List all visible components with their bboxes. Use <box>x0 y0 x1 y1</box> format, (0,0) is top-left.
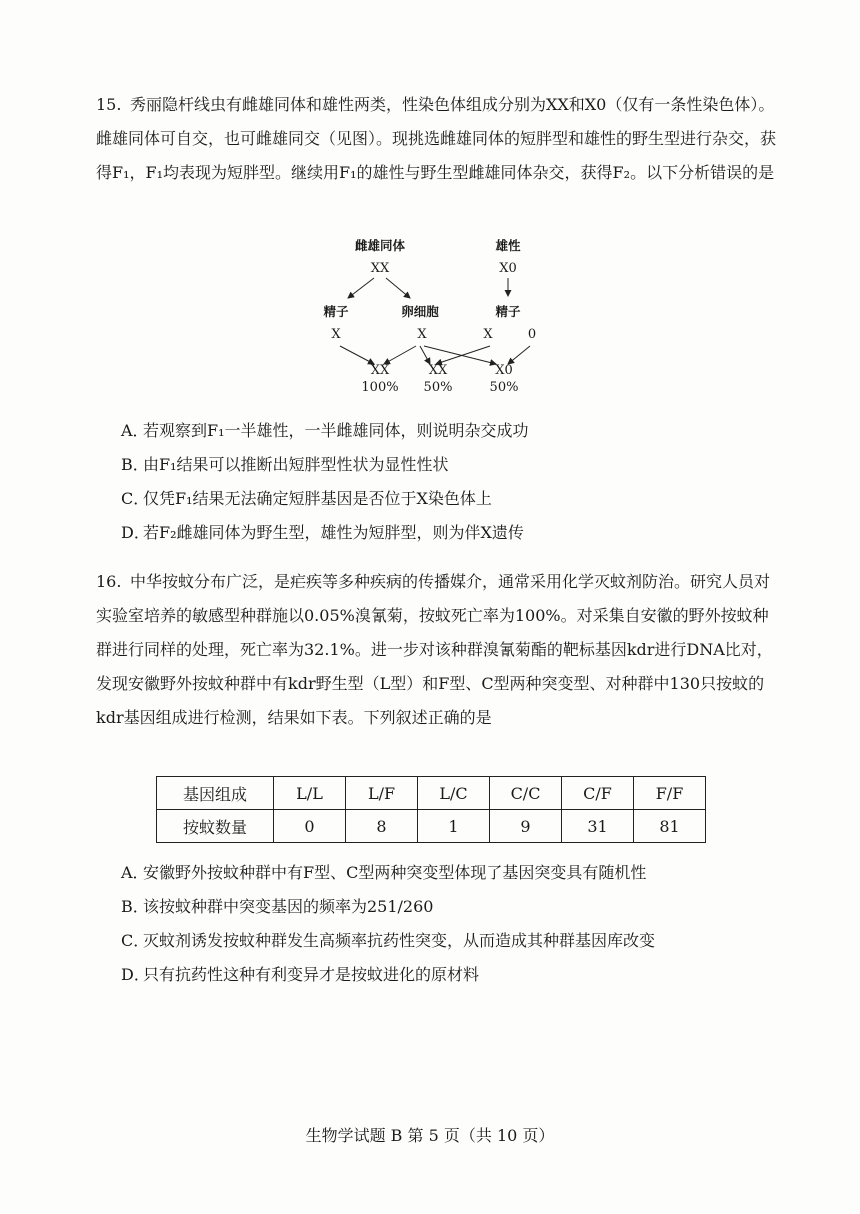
row-header-count: 按蚊数量 <box>157 810 274 843</box>
question-16 <box>96 565 776 735</box>
option-key: D． <box>121 965 150 984</box>
question-15 <box>96 88 776 190</box>
male-label: 雄性 <box>495 238 521 253</box>
option-key: A． <box>121 421 149 440</box>
egg-label: 卵细胞 <box>401 304 439 319</box>
page-footer: 生物学试题 B 第 5 页（共 10 页） <box>305 1126 555 1145</box>
percent-50-b: 50% <box>489 380 519 395</box>
q16-option-a <box>121 863 646 883</box>
count-cell: 9 <box>490 810 562 843</box>
count-cell: 81 <box>634 810 706 843</box>
count-cell: 0 <box>274 810 346 843</box>
hermaphrodite-label: 雌雄同体 <box>354 238 406 253</box>
gamete-x-2: X <box>417 327 427 342</box>
option-key: C． <box>121 931 150 950</box>
kdr-genotype-table <box>156 776 706 843</box>
x0-genotype: X0 <box>499 261 517 276</box>
question-number: 15. <box>96 95 122 114</box>
option-text: 仅凭F₁结果无法确定短胖基因是否位于X染色体上 <box>143 489 492 508</box>
xx-genotype: XX <box>370 261 390 276</box>
offspring-xx-1: XX <box>370 363 390 378</box>
genotype-cell: C/F <box>562 777 634 810</box>
option-key: C． <box>121 489 150 508</box>
reproduction-diagram <box>300 232 560 402</box>
table-row <box>157 810 706 843</box>
count-cell: 1 <box>418 810 490 843</box>
q16-option-d <box>121 965 479 985</box>
option-text: 由F₁结果可以推断出短胖型性状为显性性状 <box>143 455 449 474</box>
q15-option-d <box>121 523 524 543</box>
genotype-cell: L/L <box>274 777 346 810</box>
genotype-cell: F/F <box>634 777 706 810</box>
row-header-genotype: 基因组成 <box>157 777 274 810</box>
table-row <box>157 777 706 810</box>
question-stem: 秀丽隐杆线虫有雌雄同体和雄性两类，性染色体组成分别为XX和X0（仅有一条性染色体）。雌雄同体可自交，也可雌雄同交（见图）。现挑选雌雄同体的短胖型和雄性的野生型进行杂交，获得F₁，F₁均表现为短胖型。继续用F₁的雄性与野生型雌雄同体杂交，获得F₂。以下分析错误的是 <box>96 95 777 182</box>
percent-100: 100% <box>361 380 399 395</box>
offspring-x0: X0 <box>495 363 513 378</box>
option-key: B． <box>121 455 149 474</box>
option-text: 安徽野外按蚊种群中有F型、C型两种突变型体现了基因突变具有随机性 <box>143 863 647 882</box>
q15-option-a <box>121 421 529 441</box>
gamete-0: 0 <box>527 327 537 342</box>
genotype-cell: L/F <box>346 777 418 810</box>
option-text: 若F₂雌雄同体为野生型，雄性为短胖型，则为伴X遗传 <box>143 523 524 542</box>
question-number: 16. <box>96 572 122 591</box>
gamete-x-3: X <box>483 327 493 342</box>
sperm-label: 精子 <box>323 304 349 319</box>
option-text: 该按蚊种群中突变基因的频率为251/260 <box>143 897 434 916</box>
percent-50-a: 50% <box>423 380 453 395</box>
option-text: 灭蚊剂诱发按蚊种群发生高频率抗药性突变，从而造成其种群基因库改变 <box>143 931 656 950</box>
option-key: A． <box>121 863 149 882</box>
q15-option-b <box>121 455 449 475</box>
count-cell: 8 <box>346 810 418 843</box>
option-key: D． <box>121 523 150 542</box>
genotype-cell: L/C <box>418 777 490 810</box>
male-sperm-label: 精子 <box>495 304 521 319</box>
option-text: 只有抗药性这种有利变异才是按蚊进化的原材料 <box>143 965 480 984</box>
q15-option-c <box>121 489 492 509</box>
option-text: 若观察到F₁一半雄性，一半雌雄同体，则说明杂交成功 <box>143 421 529 440</box>
gamete-x-1: X <box>331 327 341 342</box>
q16-option-b <box>121 897 433 917</box>
option-key: B． <box>121 897 149 916</box>
q16-option-c <box>121 931 655 951</box>
genotype-cell: C/C <box>490 777 562 810</box>
question-stem: 中华按蚊分布广泛，是疟疾等多种疾病的传播媒介，通常采用化学灭蚊剂防治。研究人员对实验室培养的敏感型种群施以0.05%溴氰菊，按蚊死亡率为100%。对采集自安徽的野外按蚊种群进行同样的处理，死亡率为32.1%。进一步对该种群溴氰菊酯的靶标基因kdr进行DNA比对，发现安徽野外按蚊种群中有kdr野生型（L型）和F型、C型两种突变型、对种群中130只按蚊的kdr基因组成进行检测，结果如下表。下列叙述正确的是 <box>96 572 773 727</box>
count-cell: 31 <box>562 810 634 843</box>
offspring-xx-2: XX <box>428 363 448 378</box>
